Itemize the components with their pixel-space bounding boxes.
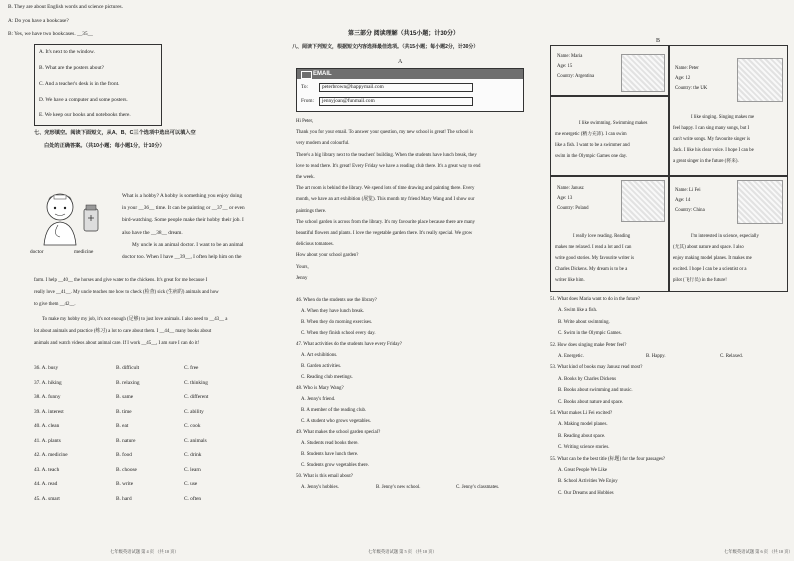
- passage-label-b: B: [656, 38, 661, 44]
- cloze-line: My uncle is an animal doctor. I want to be an animal: [132, 241, 244, 248]
- email-body: [296, 116, 536, 284]
- option-c: C. use: [184, 481, 198, 487]
- option: E. We keep our books and notebooks there.: [39, 112, 131, 118]
- cloze-line: also have the __38__ dream.: [122, 229, 183, 236]
- profile-name: Name: Janusz: [557, 186, 584, 191]
- text-line: feel happy. I can sing many songs, but I: [673, 126, 750, 131]
- profile-paragraph: [555, 231, 634, 286]
- text-line: like a fish. I want to be a swimmer and: [555, 143, 630, 148]
- profile-age: Age: 12: [675, 76, 691, 81]
- option-b: B. difficult: [116, 365, 140, 371]
- text-line: pilot (飞行员) in the future!: [673, 278, 727, 283]
- cloze-line: farm. I help __40__ the horses and give water to the chickens. It's great for me because I: [34, 278, 208, 283]
- profile-info: [557, 52, 594, 82]
- option-c: C. Jenny's classmates.: [456, 485, 500, 490]
- question-option: B. Students have lunch there.: [301, 452, 359, 457]
- option-a: 39. A. interest: [34, 408, 64, 415]
- option: C. And a teacher's desk is in the front.: [39, 81, 120, 87]
- profile-country: Country: Argentina: [557, 74, 595, 79]
- dialogue-line: A: Do you have a bookcase?: [8, 18, 69, 24]
- question-option: A. Making model planes.: [558, 422, 608, 428]
- question-option: A. Jenny's friend.: [301, 397, 336, 402]
- email-line: the week.: [296, 175, 315, 181]
- option: A. It's next to the window.: [39, 49, 95, 55]
- question-option: A. When they have lunch break.: [301, 309, 365, 314]
- part-title: 第三部分 阅读理解（共15小题；计30分）: [348, 31, 460, 37]
- option-a: 45. A. smart: [34, 495, 60, 502]
- dialogue-line: B: Yes, we have two bookcases. __35__: [8, 31, 93, 37]
- option-c: C. free: [184, 365, 199, 371]
- question-stem: 53. What kind of books may Janusz read most?: [550, 365, 643, 371]
- section-heading: 七、完形填空。阅读下面短文，从A、B、C三个选项中选出可以填入空: [34, 130, 196, 136]
- cloze-questions: [34, 365, 270, 510]
- option-c: C. animals: [184, 437, 207, 444]
- profile-name: Name: Maria: [557, 54, 583, 59]
- illustration-caption-doctor: doctor: [30, 249, 44, 255]
- question-row: [34, 452, 270, 467]
- option-a: 38. A. funny: [34, 394, 61, 400]
- profile-country: Country: the UK: [675, 86, 708, 91]
- question-row: [34, 423, 270, 438]
- question-stem: 54. What makes Li Fei excited?: [550, 411, 613, 417]
- cloze-line: really love __41__. My uncle teaches me how to check (检查) sick (生病的) animals and how: [34, 290, 219, 296]
- email-header: [296, 68, 524, 112]
- reading-questions-b: [550, 294, 790, 499]
- email-line: The art room is behind the library. We spend lots of time drawing and painting there. Every: [296, 186, 475, 192]
- profile-info: [557, 184, 589, 214]
- question-option: A. Great People We Like: [558, 468, 608, 474]
- cloze-line: to give them __42__.: [34, 302, 76, 308]
- email-line: There's a big library next to the teachers' building. When the students have lunch break, they: [296, 152, 477, 158]
- option-c: C. Relaxed.: [720, 354, 743, 360]
- question-stem: 49. What makes the school garden special?: [296, 430, 381, 435]
- cloze-line: To make my hobby my job, it's not enough (足够) to just love animals. I also need to __43__ a: [42, 316, 228, 322]
- email-line: Hi Peter,: [296, 119, 314, 124]
- option-b: B. nature: [116, 437, 136, 444]
- exam-page-4: [0, 0, 270, 561]
- profile-card-peter: [668, 45, 788, 177]
- reading-questions-a: [296, 295, 536, 493]
- question-option: B. School Activities We Enjoy: [558, 479, 618, 485]
- envelope-icon: [301, 71, 312, 79]
- option-a: A. Jenny's hobbies.: [301, 485, 339, 490]
- email-line: month, we have an art exhibition (展览). This month my friend Mary Wang and I show our: [296, 197, 475, 203]
- question-row: [34, 394, 270, 409]
- email-title-bar: [297, 69, 523, 79]
- option-b: B. relaxing: [116, 379, 140, 386]
- text-line: I'm interested in science, especially: [691, 234, 759, 239]
- option-a: 37. A. hiking: [34, 379, 62, 386]
- option-c: C. cook: [184, 423, 201, 429]
- email-line: love to read there. It's great! Every Friday we have a reading club there. It's a great way to end: [296, 163, 481, 169]
- option-a: 44. A. read: [34, 481, 58, 487]
- passage-label-a: A: [398, 59, 403, 65]
- option: B. What are the posters about?: [39, 65, 104, 71]
- email-line: The school garden is across from the library. It's my favourite place because there are many: [296, 219, 475, 225]
- profile-name: Name: Peter: [675, 66, 699, 71]
- question-option: B. Reading about space.: [558, 433, 606, 439]
- doctor-illustration: [30, 187, 106, 261]
- question-option: C. Students grow vegetables there.: [301, 463, 369, 468]
- question-option: C. Books about nature and space.: [558, 399, 624, 405]
- question-stem: 51. What does Maria want to do in the future?: [550, 297, 641, 302]
- option-b: B. eat: [116, 423, 129, 429]
- question-stem: 52. How does singing make Peter feel?: [550, 342, 627, 348]
- profile-paragraph: [555, 118, 647, 162]
- page-footer: 七年级英语试题 第 4 页 （共 10 页）: [110, 548, 179, 554]
- email-line: Jenny: [296, 275, 308, 281]
- question-option: B. A member of the reading club.: [301, 408, 367, 413]
- question-option: C. Reading club meetings.: [301, 375, 353, 380]
- email-line: Yours,: [296, 264, 309, 270]
- cloze-line: animals and watch videos about animal care. If I work __45__, I am sure I can do it!: [34, 341, 200, 347]
- profile-card-janusz: [550, 175, 670, 292]
- cloze-intro: [122, 190, 270, 263]
- option-c: C. thinking: [184, 379, 208, 386]
- email-line: paintings there.: [296, 208, 327, 214]
- options-box: [34, 44, 162, 126]
- profile-country: Country: Poland: [557, 206, 589, 211]
- text-line: (尤其) about nature and space. I also: [673, 245, 744, 250]
- option-b: B. time: [116, 408, 132, 415]
- option-a: A. Energetic.: [558, 354, 584, 360]
- text-line: enjoy making model planes. It makes me: [673, 256, 752, 261]
- option-b: B. same: [116, 394, 134, 400]
- question-option: C. Our Dreams and Hobbies: [558, 490, 614, 496]
- email-line: delicious tomatoes.: [296, 242, 334, 248]
- option-a: 43. A. teach: [34, 466, 60, 473]
- question-stem: 55. What can be the best title (标题) for the four passages?: [550, 456, 666, 462]
- text-line: I really love reading. Reading: [573, 234, 631, 239]
- dialogue-line: B. They are about English words and science pictures.: [8, 4, 123, 10]
- text-line: I like singing. Singing makes me: [691, 115, 755, 120]
- option-a: 41. A. plants: [34, 437, 61, 444]
- question-row: [34, 380, 270, 395]
- text-line: swim in the Olympic Games one day.: [555, 154, 628, 159]
- option-b: B. choose: [116, 466, 137, 473]
- question-row: [34, 365, 270, 380]
- email-line: very modern and colourful.: [296, 141, 350, 147]
- option-c: C. learn: [184, 466, 201, 473]
- question-option: B. Books about swimming and music.: [558, 388, 633, 394]
- profile-age: Age: 13: [557, 196, 573, 201]
- question-option: A. Swim like a fish.: [558, 308, 598, 314]
- option-c: C. often: [184, 495, 202, 502]
- cloze-line: doctor too. When I have __39__, I often help him on the: [122, 254, 242, 261]
- option-b: B. food: [116, 452, 132, 458]
- question-row: [34, 481, 270, 496]
- cloze-line: bird-watching. Some people make their hobby their job. I: [122, 217, 244, 224]
- scientist-photo: [737, 180, 783, 224]
- option-a: 36. A. busy: [34, 365, 59, 371]
- cloze-line: in your __36__ time. It can be painting or __37__ or even: [122, 205, 245, 212]
- question-row: [550, 351, 790, 362]
- cloze-line: What is a hobby? A hobby is something you enjoy doing: [122, 193, 243, 199]
- question-stem: 50. What is this email about?: [296, 474, 353, 479]
- option-a: 40. A. clean: [34, 423, 60, 429]
- text-line: write good stories. My favourite writer is: [555, 256, 634, 261]
- text-line: makes me relaxed. I read a lot and I can: [555, 245, 632, 250]
- question-stem: 46. When do the students use the library?: [296, 298, 377, 303]
- option-b: B. Jenny's new school.: [376, 485, 421, 490]
- to-label: To:: [301, 84, 308, 90]
- text-line: I like swimming. Swimming makes: [579, 121, 648, 126]
- text-line: Jack. I like his clear voice. I hope I can be: [673, 148, 754, 153]
- option-b: B. Happy.: [646, 354, 666, 360]
- option: D. We have a computer and some posters.: [39, 97, 128, 103]
- profile-paragraph: [673, 231, 759, 286]
- profile-country: Country: China: [675, 208, 705, 213]
- page-footer: 七年级英语试题 第 5 页 （共 10 页）: [368, 548, 437, 554]
- option-c: C. drink: [184, 452, 202, 458]
- text-line: excited. I hope I can be a scientist or a: [673, 267, 747, 272]
- reader-photo: [621, 180, 665, 222]
- illustration-caption-medicine: medicine: [74, 249, 94, 255]
- cloze-body: [34, 275, 270, 350]
- singer-photo: [737, 58, 783, 102]
- section-heading: 白处的正确答案。（共10小题；每小题1分，计10分）: [44, 143, 165, 149]
- email-line: Thank you for your email. To answer your question, my new school is great! The school is: [296, 130, 474, 136]
- question-stem: 47. What activities do the students have every Friday?: [296, 342, 402, 347]
- profile-text-maria: [550, 95, 670, 177]
- profile-info: [675, 64, 707, 94]
- email-title: EMAIL: [313, 71, 332, 77]
- swimmer-photo: [621, 54, 665, 92]
- text-line: writer like him.: [555, 278, 585, 283]
- doctor-boy-icon: [30, 187, 106, 247]
- email-line: beautiful flowers and plants. I love the vegetable garden there. It's really special. We grow: [296, 231, 473, 237]
- question-option: A. Art exhibitions.: [301, 353, 338, 358]
- question-option: C. Swim in the Olympic Games.: [558, 331, 622, 337]
- from-label: From:: [301, 98, 314, 104]
- question-option: A. Students read books there.: [301, 441, 359, 446]
- text-line: a great singer in the future (将来).: [673, 159, 739, 164]
- text-line: can't write songs. My favourite singer is: [673, 137, 750, 142]
- question-option: C. When they finish school every day.: [301, 331, 376, 336]
- question-option: C. A student who grows vegetables.: [301, 419, 371, 424]
- question-option: A. Books by Charles Dickens: [558, 376, 617, 382]
- question-row: [296, 482, 536, 493]
- option-b: B. write: [116, 481, 134, 487]
- option-b: B. hard: [116, 495, 132, 502]
- text-line: me energetic (精力充沛). I can swim: [555, 132, 627, 137]
- profile-paragraph: [673, 112, 754, 167]
- question-option: B. Write about swimming.: [558, 319, 610, 325]
- cloze-line: lot about animals and practice (练习) a lot to care about them. I __44__ many books about: [34, 328, 212, 334]
- exam-page-5: [270, 0, 538, 561]
- page-footer: 七年级英语试题 第 6 页 （共 10 页）: [724, 548, 793, 554]
- profile-card-lifei: [668, 175, 788, 292]
- text-line: Charles Dickens. My dream is to be a: [555, 267, 628, 272]
- option-c: C. different: [184, 394, 209, 400]
- profile-card-maria: [550, 45, 670, 97]
- question-row: [34, 467, 270, 482]
- to-field: peterbrown@happymail.com: [319, 83, 473, 92]
- option-a: 42. A. medicine: [34, 452, 68, 458]
- profile-age: Age: 14: [675, 198, 691, 203]
- profile-name: Name: Li Fei: [675, 188, 701, 193]
- section-heading: 八、阅读下列短文，根据短文内容选择最佳选项。（共15小题；每小题2分，计30分）: [292, 44, 479, 50]
- question-stem: 48. Who is Mary Wang?: [296, 386, 344, 391]
- question-row: [34, 409, 270, 424]
- from-field: jennyjoan@funmail.com: [319, 97, 473, 106]
- question-option: B. When they do morning exercises.: [301, 320, 373, 325]
- email-line: How about your school garden?: [296, 253, 359, 259]
- option-c: C. ability: [184, 408, 204, 415]
- profile-age: Age: 15: [557, 64, 573, 69]
- question-row: [34, 496, 270, 511]
- question-option: B. Garden activities.: [301, 364, 342, 369]
- question-option: C. Writing science stories.: [558, 445, 610, 451]
- profile-info: [675, 186, 705, 216]
- question-row: [34, 438, 270, 453]
- exam-page-6: [538, 0, 794, 561]
